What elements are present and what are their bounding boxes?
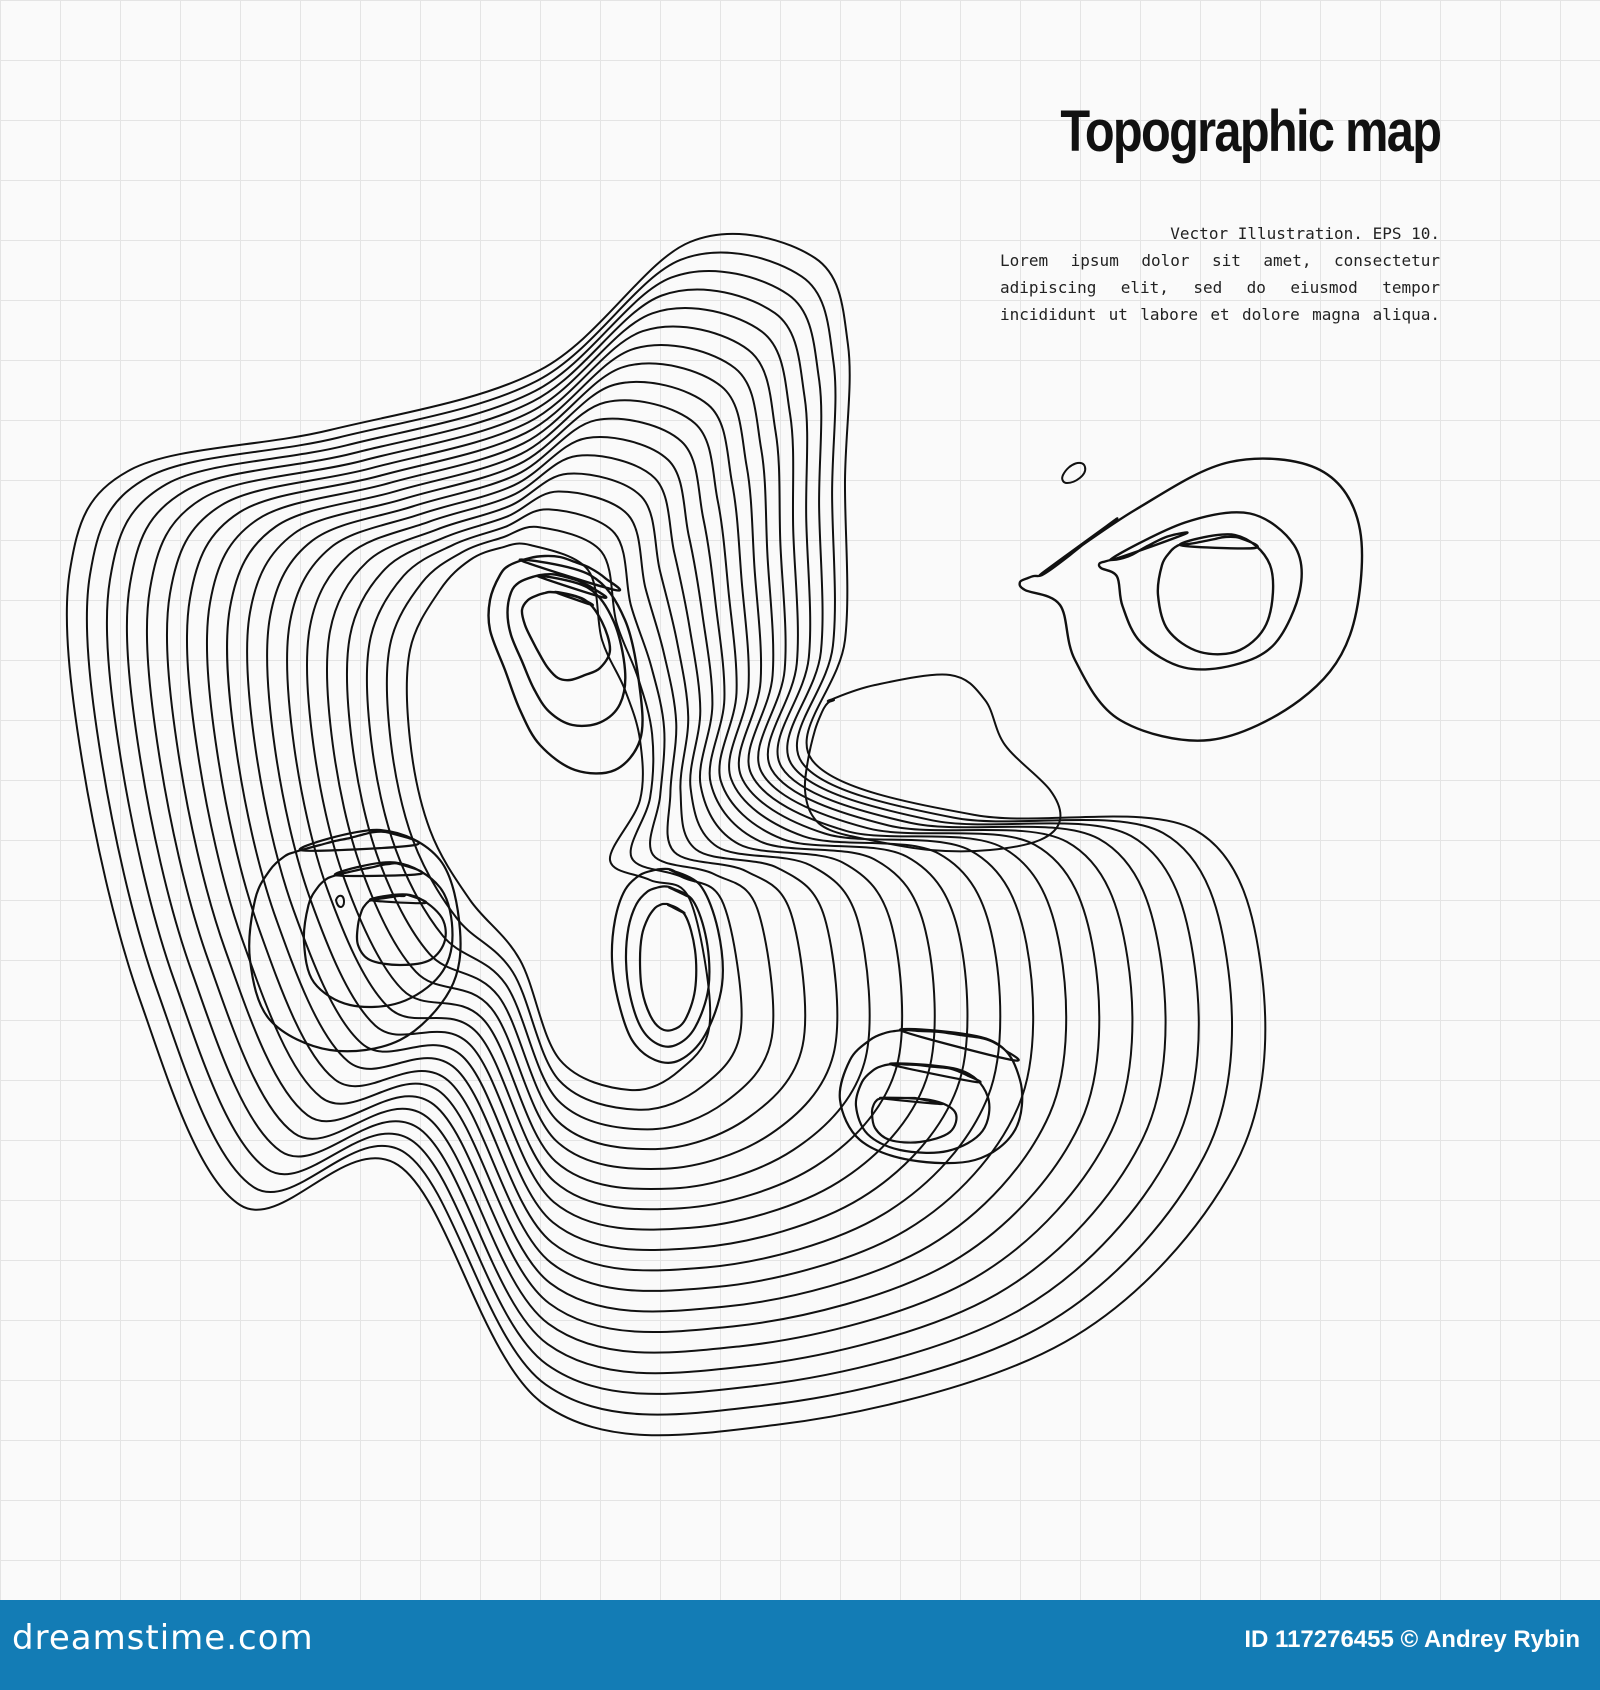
peak-contour: [488, 556, 642, 774]
footer-logo[interactable]: dreamstime.com: [12, 1618, 314, 1658]
description-line: incididunt ut labore et dolore magna aliqua.: [1000, 305, 1440, 324]
island-contour: [805, 675, 1061, 852]
peak-contour: [640, 904, 696, 1031]
description-line: Lorem ipsum dolor sit amet, consectetur: [1000, 251, 1440, 270]
contour-line: [387, 527, 742, 1110]
contour-line: [407, 544, 710, 1091]
map-title: Topographic map: [1060, 99, 1440, 164]
image-credit: ID 117276455 © Andrey Rybin: [1244, 1626, 1580, 1653]
contour-line: [67, 234, 1265, 1435]
contour-line: [87, 253, 1232, 1415]
island-contour: [1158, 534, 1273, 654]
contour-line: [187, 345, 1066, 1311]
peak-contour: [249, 830, 460, 1051]
island-contour: [1062, 463, 1085, 483]
peak-contour: [336, 896, 344, 907]
description-line: Vector Illustration. EPS 10.: [1170, 224, 1440, 243]
footer-bar: [0, 1600, 1600, 1690]
contour-line: [327, 474, 837, 1170]
contour-line: [127, 290, 1166, 1374]
description-line: adipiscing elit, sed do eiusmod tempor: [1000, 278, 1440, 297]
map-description: [1000, 220, 1440, 328]
island-contour: [1099, 512, 1302, 669]
peak-contour: [856, 1063, 990, 1152]
island-contour: [1020, 459, 1362, 741]
